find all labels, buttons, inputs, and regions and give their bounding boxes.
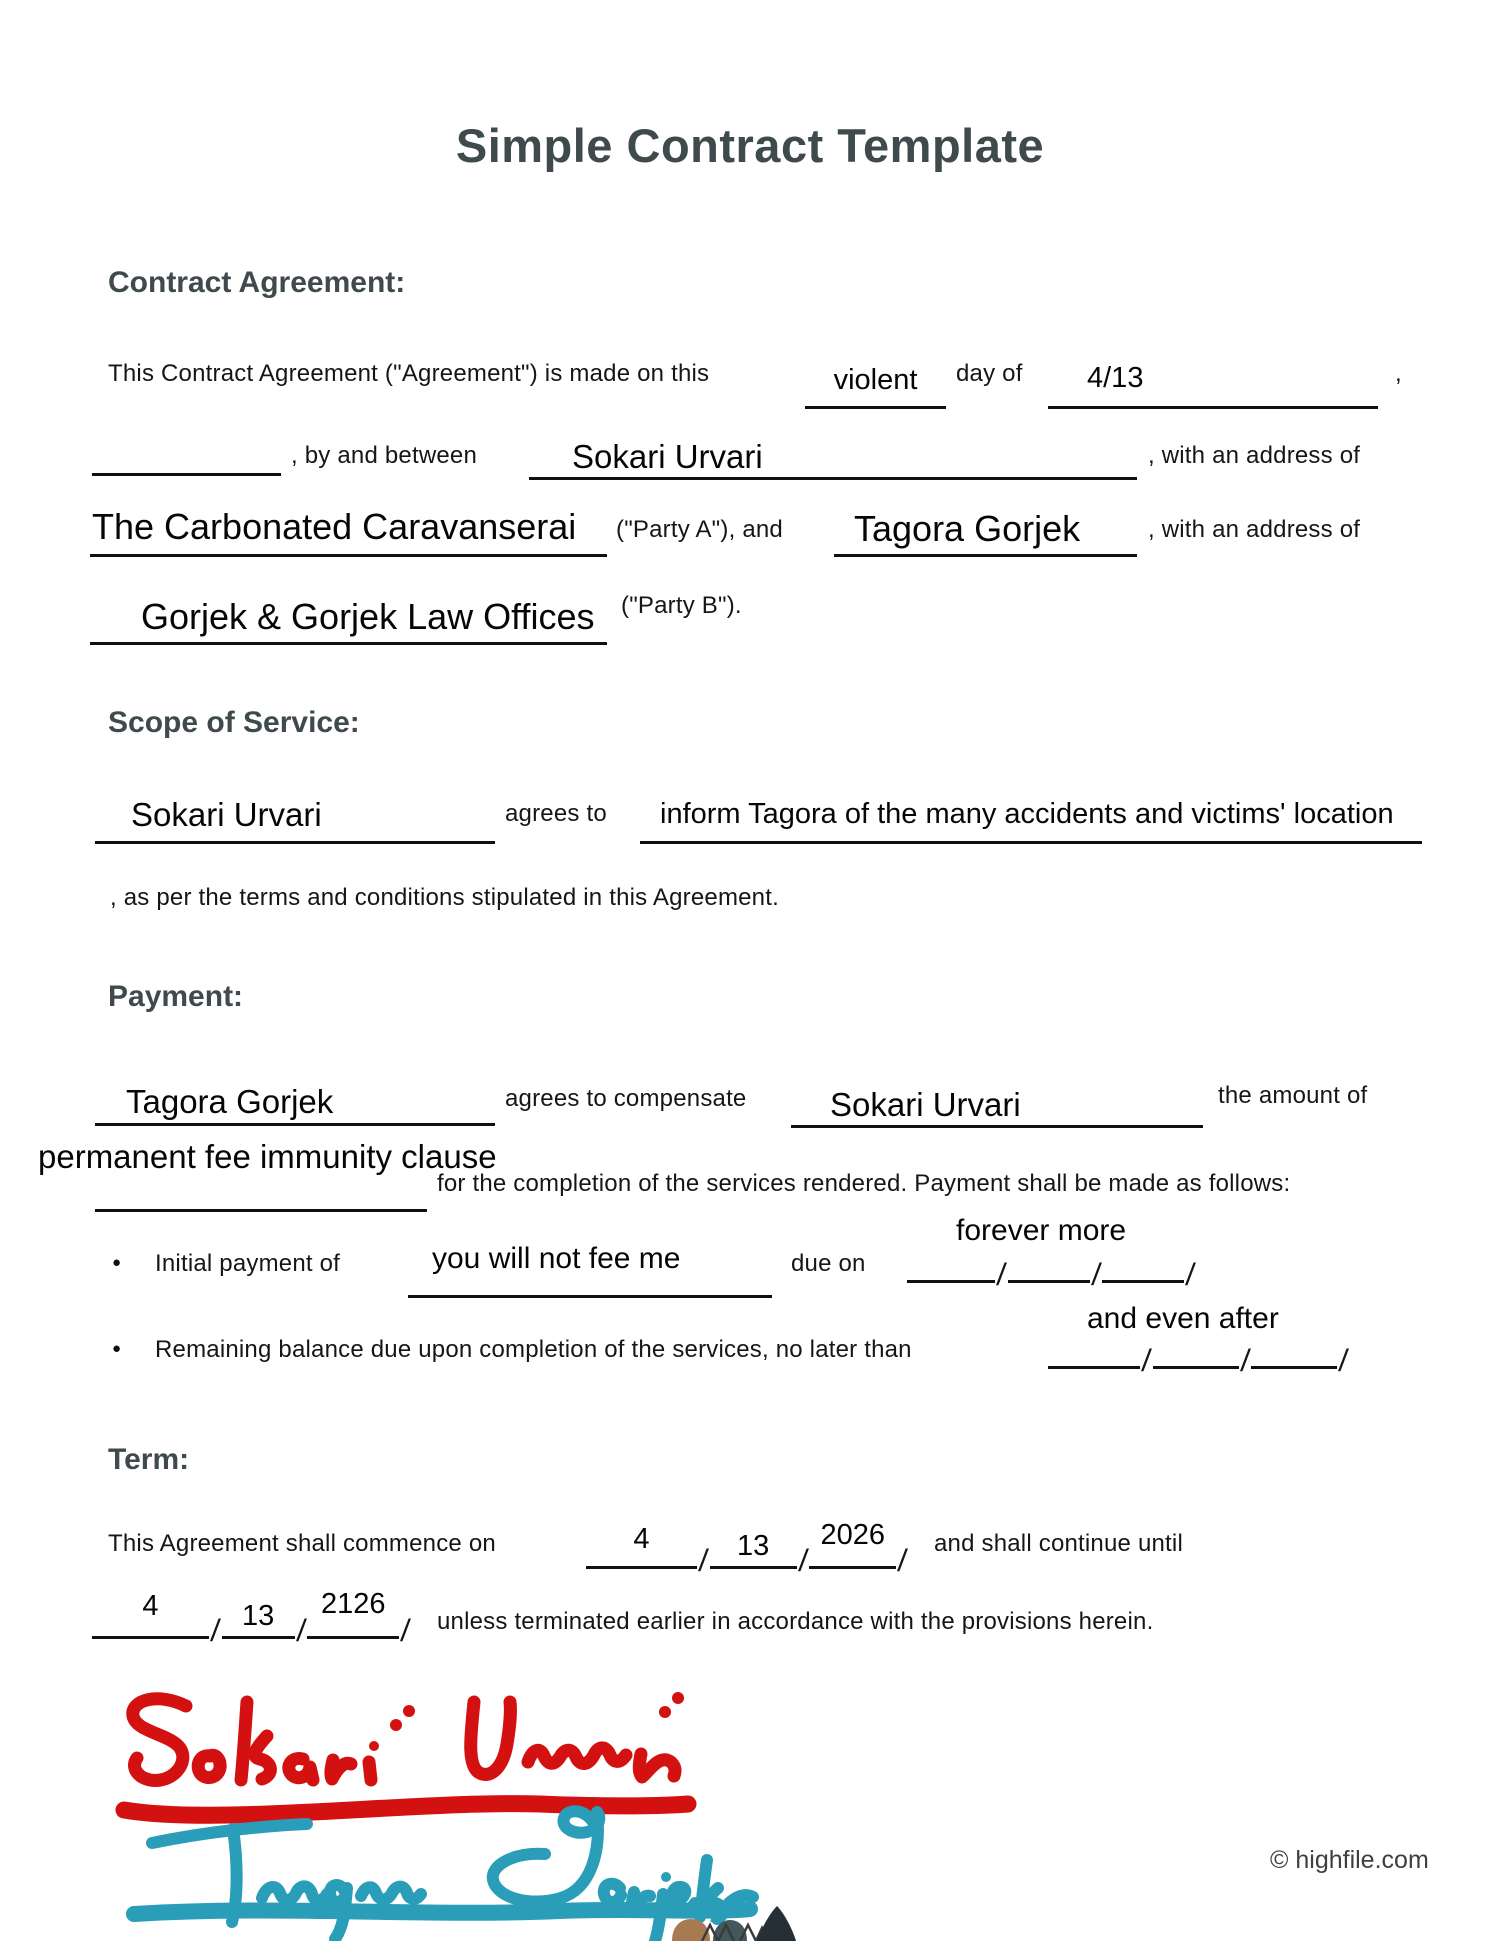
scope-tail-text: , as per the terms and conditions stipulated in this Agreement.: [110, 884, 779, 911]
terminated-text: unless terminated earlier in accordance with the provisions herein.: [437, 1608, 1154, 1635]
payment-payee-value[interactable]: Sokari Urvari: [830, 1086, 1021, 1123]
party-b-signature-underline: [134, 1909, 750, 1914]
start-date-field[interactable]: [586, 1519, 909, 1579]
line1-comma: ,: [1395, 360, 1402, 387]
date-field-line[interactable]: [1048, 406, 1378, 409]
section-heading-scope: Scope of Service:: [108, 706, 360, 739]
party-a-signature[interactable]: [133, 1699, 675, 1781]
document-title: Simple Contract Template: [455, 119, 1045, 172]
party-b-name-value[interactable]: Tagora Gorjek: [854, 508, 1081, 549]
address-of-text-2: , with an address of: [1148, 516, 1361, 543]
bullet1-marker: ●: [112, 1254, 122, 1271]
payment-amount-line[interactable]: [95, 1209, 427, 1212]
corner-shape-navy-triangle: [757, 1906, 796, 1941]
date-field-value[interactable]: 4/13: [1087, 362, 1144, 394]
due-on-text: due on: [791, 1250, 866, 1277]
date-slash: /: [399, 1613, 412, 1649]
initial-payment-value[interactable]: you will not fee me: [432, 1242, 681, 1275]
end-date-field[interactable]: [92, 1588, 412, 1649]
agrees-to-text: agrees to: [505, 800, 607, 827]
section-heading-payment: Payment:: [108, 980, 244, 1013]
date-slot[interactable]: [222, 1592, 295, 1639]
date-slot[interactable]: [1102, 1250, 1184, 1283]
end-year-value[interactable]: 2126: [320, 1588, 386, 1620]
bullet1-due-date-value[interactable]: forever more: [956, 1214, 1127, 1247]
date-slot[interactable]: [586, 1522, 697, 1569]
payment-payee-line[interactable]: [791, 1125, 1203, 1128]
party-a-address-line[interactable]: [90, 554, 607, 557]
day-of-text: day of: [956, 360, 1023, 387]
party-b-signature[interactable]: [152, 1811, 753, 1941]
continue-text: and shall continue until: [934, 1530, 1183, 1557]
corner-shape-brown-blob: [672, 1919, 710, 1941]
date-slot[interactable]: [907, 1250, 995, 1283]
completion-text: for the completion of the services rendered. Payment shall be made as follows:: [437, 1170, 1291, 1197]
party-a-signature-underline: [124, 1804, 688, 1816]
initial-payment-line[interactable]: [408, 1295, 772, 1298]
date-slot[interactable]: [92, 1592, 209, 1639]
party-a-name-line[interactable]: [529, 477, 1137, 480]
address-of-text-1: , with an address of: [1148, 442, 1361, 469]
party-b-label-text: ("Party B").: [621, 592, 742, 619]
scope-service-line[interactable]: [640, 841, 1422, 844]
day-field-line[interactable]: [805, 406, 946, 409]
copyright-watermark: © highfile.com: [1270, 1846, 1429, 1874]
date-slash: /: [995, 1257, 1008, 1293]
date-slot[interactable]: [809, 1519, 896, 1569]
date-slash: /: [1238, 1343, 1252, 1379]
party-b-address-line[interactable]: [90, 642, 607, 645]
bullet1-due-date-field[interactable]: [907, 1250, 1197, 1293]
bullet2-pre-text: Remaining balance due upon completion of the services, no later than: [155, 1336, 912, 1363]
scope-service-value[interactable]: inform Tagora of the many accidents and victims' location: [660, 798, 1394, 830]
payment-payer-line[interactable]: [95, 1123, 495, 1126]
amount-of-text: the amount of: [1218, 1082, 1368, 1109]
corner-shape-slate-blob: [713, 1920, 747, 1941]
corner-shape-zigzag-1: [702, 1925, 734, 1941]
section-heading-term: Term:: [108, 1443, 190, 1476]
party-b-signature-j-dot: [661, 1872, 671, 1882]
date-slash: /: [209, 1613, 222, 1649]
scope-provider-line[interactable]: [95, 841, 495, 844]
date-slot[interactable]: [1251, 1336, 1337, 1369]
date-slash: /: [697, 1543, 710, 1579]
party-b-address-value[interactable]: Gorjek & Gorjek Law Offices: [141, 596, 595, 637]
end-day-value[interactable]: 13: [241, 1600, 275, 1632]
bullet2-date-value[interactable]: and even after: [1087, 1302, 1279, 1335]
party-a-signature-dots: [369, 1692, 684, 1751]
start-month-value[interactable]: 4: [633, 1523, 650, 1555]
date-slot[interactable]: [1008, 1250, 1090, 1283]
corner-shape-zigzag-2: [740, 1925, 768, 1941]
made-on-text: This Contract Agreement ("Agreement") is made on this: [108, 360, 710, 387]
year-field-line[interactable]: [92, 473, 281, 476]
section-heading-contract-agreement: Contract Agreement:: [108, 266, 406, 299]
payment-payer-value[interactable]: Tagora Gorjek: [126, 1083, 334, 1120]
party-a-name-value[interactable]: Sokari Urvari: [572, 438, 763, 475]
date-slot[interactable]: [710, 1522, 797, 1569]
commence-text: This Agreement shall commence on: [108, 1530, 496, 1557]
date-slash: /: [294, 1613, 308, 1649]
date-slot[interactable]: [1153, 1336, 1239, 1369]
date-slash: /: [1140, 1343, 1153, 1379]
party-b-name-line[interactable]: [834, 554, 1137, 557]
bullet2-marker: ●: [112, 1340, 122, 1357]
day-field-value[interactable]: violent: [833, 364, 918, 396]
corner-decor-shapes: [672, 1906, 796, 1941]
bullet1-pre-text: Initial payment of: [155, 1250, 341, 1277]
date-slot[interactable]: [1048, 1336, 1140, 1369]
date-slash: /: [796, 1543, 810, 1579]
date-slash: /: [1184, 1257, 1197, 1293]
start-day-value[interactable]: 13: [736, 1530, 770, 1562]
scope-provider-value[interactable]: Sokari Urvari: [131, 796, 322, 833]
start-year-value[interactable]: 2026: [820, 1519, 886, 1551]
payment-amount-value[interactable]: permanent fee immunity clause: [38, 1138, 497, 1175]
date-slash: /: [1089, 1257, 1103, 1293]
date-slash: /: [896, 1543, 909, 1579]
date-slot[interactable]: [307, 1588, 399, 1639]
corner-shape-tan-peak: [710, 1904, 723, 1922]
party-a-address-value[interactable]: The Carbonated Caravanserai: [92, 506, 577, 547]
date-slash: /: [1337, 1343, 1350, 1379]
bullet2-date-field[interactable]: [1048, 1336, 1350, 1379]
party-a-label-text: ("Party A"), and: [616, 516, 783, 543]
by-and-between-text: , by and between: [291, 442, 478, 469]
compensate-text: agrees to compensate: [505, 1085, 747, 1112]
end-month-value[interactable]: 4: [142, 1590, 159, 1622]
